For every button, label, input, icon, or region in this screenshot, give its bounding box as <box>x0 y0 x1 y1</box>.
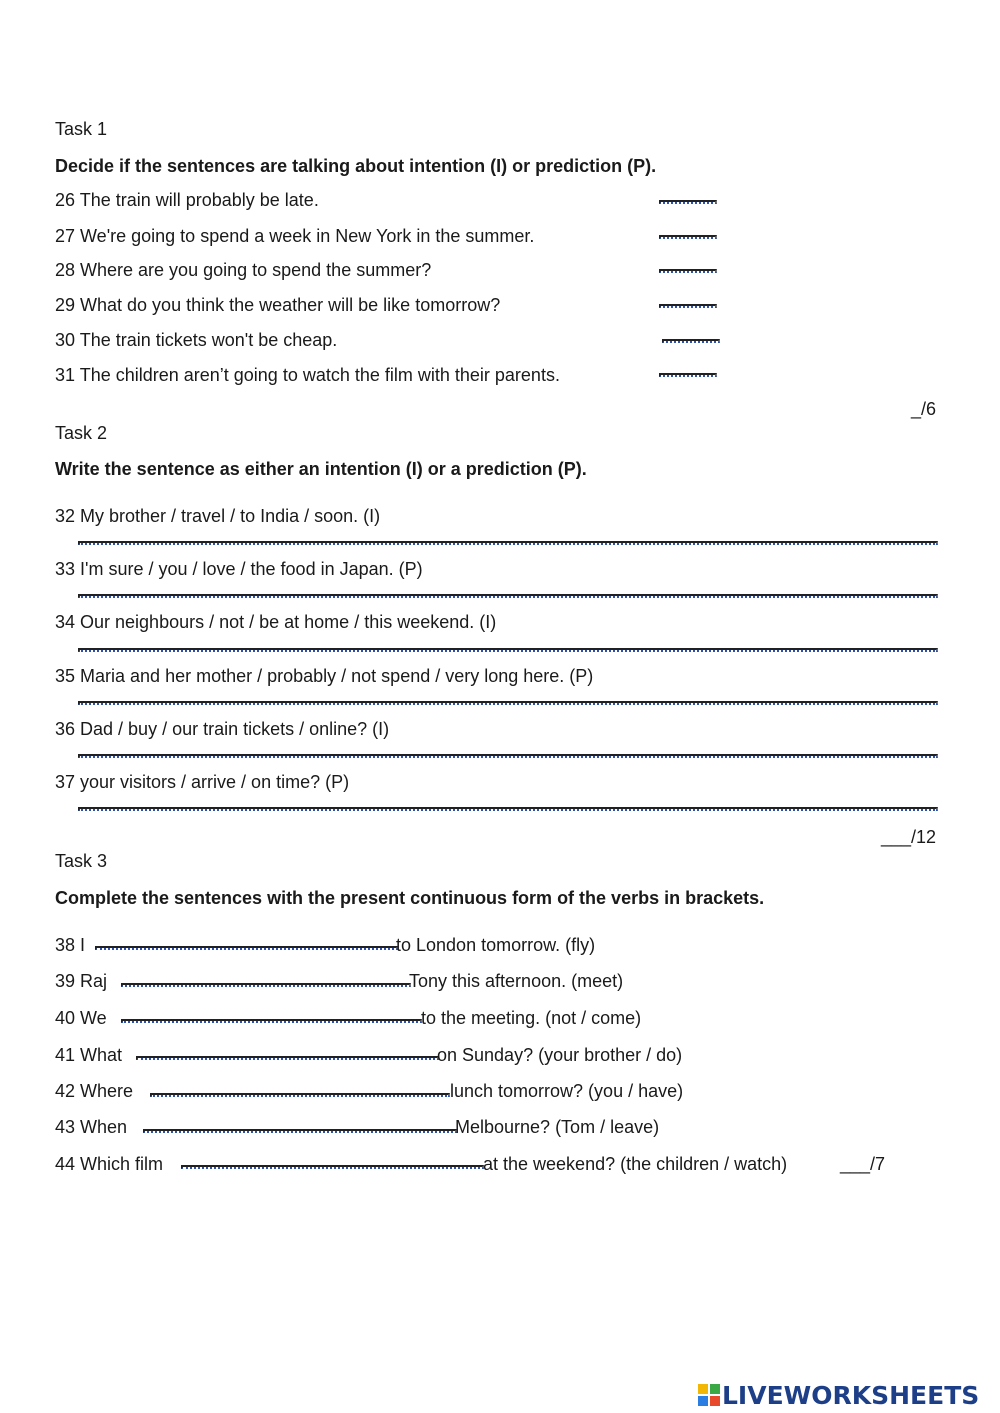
task2-title: Task 2 <box>55 423 108 443</box>
task2-item-34: 34 Our neighbours / not / be at home / this weekend. (I) <box>55 612 497 632</box>
task1-item-27: 27 We're going to spend a week in New York in the summer. <box>55 226 535 246</box>
answer-field-30[interactable] <box>662 339 720 343</box>
task3-item-38-prefix: 38 I <box>55 935 86 955</box>
answer-field-35[interactable] <box>78 701 938 705</box>
answer-field-32[interactable] <box>78 541 938 545</box>
task3-item-44-prefix: 44 Which film <box>55 1154 164 1174</box>
task2-item-36: 36 Dad / buy / our train tickets / online? (I) <box>55 719 390 739</box>
task2-item-33: 33 I'm sure / you / love / the food in Japan. (P) <box>55 559 423 579</box>
task3-instruction: Complete the sentences with the present continuous form of the verbs in brackets. <box>55 888 765 908</box>
answer-field-28[interactable] <box>659 269 717 273</box>
answer-field-37[interactable] <box>78 807 938 811</box>
answer-field-39[interactable] <box>121 983 411 987</box>
task3-item-44-suffix: at the weekend? (the children / watch) <box>483 1154 788 1174</box>
task3-item-41-suffix: on Sunday? (your brother / do) <box>437 1045 683 1065</box>
task1-item-31: 31 The children aren’t going to watch the film with their parents. <box>55 365 560 385</box>
task1-item-30: 30 The train tickets won't be cheap. <box>55 330 338 350</box>
answer-field-40[interactable] <box>121 1019 422 1023</box>
liveworksheets-icon <box>698 1384 720 1406</box>
answer-field-36[interactable] <box>78 754 938 758</box>
task3-item-41-prefix: 41 What <box>55 1045 123 1065</box>
task2-item-35: 35 Maria and her mother / probably / not spend / very long here. (P) <box>55 666 594 686</box>
answer-field-43[interactable] <box>143 1129 457 1133</box>
liveworksheets-logo <box>698 1380 979 1410</box>
task3-score: ___/7 <box>840 1154 886 1174</box>
answer-field-41[interactable] <box>136 1056 439 1060</box>
answer-field-33[interactable] <box>78 594 938 598</box>
task1-item-28: 28 Where are you going to spend the summer? <box>55 260 432 280</box>
task3-item-43-prefix: 43 When <box>55 1117 128 1137</box>
answer-field-31[interactable] <box>659 373 717 377</box>
task3-item-38-suffix: to London tomorrow. (fly) <box>396 935 596 955</box>
answer-field-42[interactable] <box>150 1093 450 1097</box>
task3-item-39-suffix: Tony this afternoon. (meet) <box>409 971 624 991</box>
task1-instruction: Decide if the sentences are talking about intention (I) or prediction (P). <box>55 156 657 176</box>
task3-item-42-prefix: 42 Where <box>55 1081 134 1101</box>
answer-field-44[interactable] <box>181 1165 484 1169</box>
task2-instruction: Write the sentence as either an intention (I) or a prediction (P). <box>55 459 587 479</box>
task1-score: _/6 <box>910 399 936 419</box>
task3-item-39-prefix: 39 Raj <box>55 971 108 991</box>
answer-field-38[interactable] <box>95 946 398 950</box>
answer-field-29[interactable] <box>659 304 717 308</box>
answer-field-27[interactable] <box>659 235 717 239</box>
liveworksheets-logo-text: LIVEWORKSHEETS <box>722 1380 980 1410</box>
task2-item-37: 37 your visitors / arrive / on time? (P) <box>55 772 350 792</box>
task1-title: Task 1 <box>55 119 108 139</box>
task3-title: Task 3 <box>55 851 108 871</box>
answer-field-26[interactable] <box>659 200 717 204</box>
task1-item-29: 29 What do you think the weather will be like tomorrow? <box>55 295 501 315</box>
answer-field-34[interactable] <box>78 648 938 652</box>
task3-item-40-prefix: 40 We <box>55 1008 107 1028</box>
task1-item-26: 26 The train will probably be late. <box>55 190 319 210</box>
task2-item-32: 32 My brother / travel / to India / soon. (I) <box>55 506 381 526</box>
task3-item-43-suffix: Melbourne? (Tom / leave) <box>455 1117 660 1137</box>
task2-score: ___/12 <box>880 827 936 847</box>
task3-item-40-suffix: to the meeting. (not / come) <box>421 1008 642 1028</box>
task3-item-42-suffix: lunch tomorrow? (you / have) <box>450 1081 684 1101</box>
